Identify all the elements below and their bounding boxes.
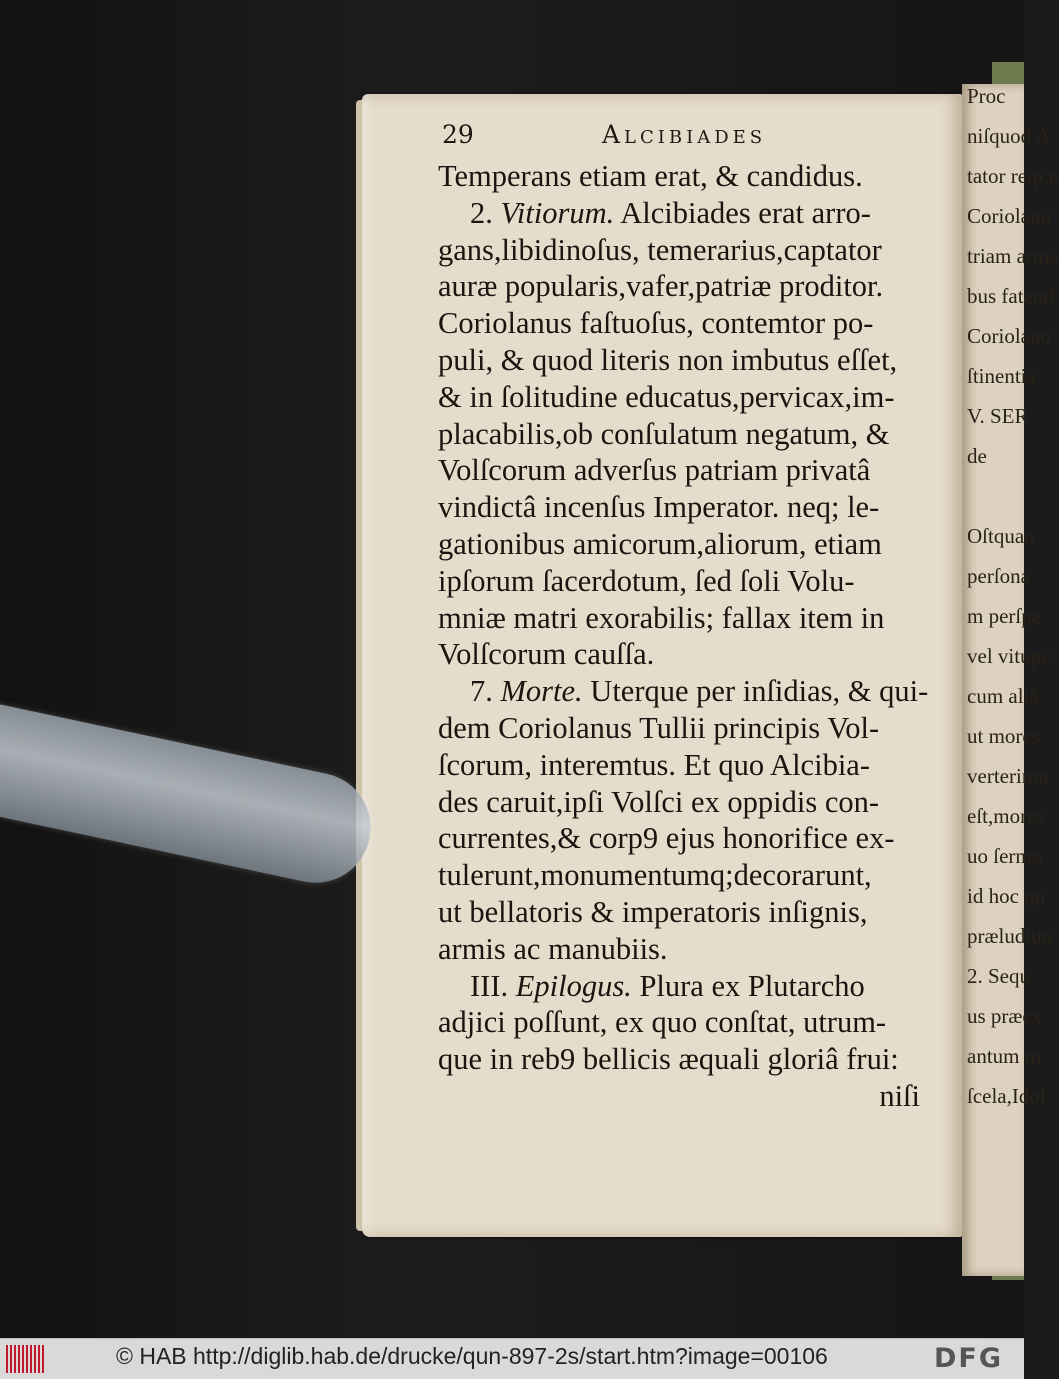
next-page-line: præludiun xyxy=(967,924,1053,948)
line-lead: 2. xyxy=(470,195,501,230)
line-text: Alcibiades erat arro- xyxy=(614,195,871,230)
page-number: 29 xyxy=(442,120,474,149)
copyright-link[interactable]: © HAB http://diglib.hab.de/drucke/qun-897-2s/start.htm?image=00106 xyxy=(116,1343,828,1369)
text-line xyxy=(438,784,948,821)
text-line xyxy=(438,1004,948,1041)
next-page-line: Oſtquan xyxy=(967,524,1035,548)
next-page-line: cum aliâ xyxy=(967,684,1039,708)
line-text: adjici poſſunt, ex quo conſtat, utrum- xyxy=(438,1005,887,1040)
line-text: que in reb9 bellicis æquali gloriâ frui: xyxy=(438,1042,899,1077)
text-line xyxy=(438,747,948,784)
line-text: auræ popularis,vafer,patriæ proditor. xyxy=(438,269,884,304)
next-page-fragment xyxy=(962,84,1059,1276)
next-page-line: us præex xyxy=(967,1004,1043,1028)
text-line xyxy=(438,636,948,673)
line-text: Coriolanus faſtuoſus, contemtor po- xyxy=(438,306,874,341)
next-page-line: ut mores xyxy=(967,724,1040,748)
line-text: mniæ matri exorabilis; fallax item in xyxy=(438,600,885,635)
next-page-line: bus fatend xyxy=(967,284,1054,308)
next-page-line: ſtinentia xyxy=(967,364,1036,388)
text-line xyxy=(438,894,948,931)
line-text: dem Coriolanus Tullii principis Vol- xyxy=(438,710,880,745)
dfg-logo: DFG xyxy=(934,1343,1004,1374)
next-page-line: m perſpe xyxy=(967,604,1042,628)
text-line xyxy=(438,268,948,305)
text-line xyxy=(438,820,948,857)
section-heading: Morte. xyxy=(500,674,583,709)
page-text xyxy=(438,158,948,1115)
text-line xyxy=(438,673,948,710)
line-text: armis ac manubiis. xyxy=(438,931,668,966)
text-line xyxy=(438,931,948,968)
next-page-line: Proc xyxy=(967,84,1006,108)
book-page xyxy=(362,94,962,1237)
line-text: & in ſolitudine educatus,pervicax,im- xyxy=(438,379,895,414)
text-line xyxy=(438,710,948,747)
line-text: currentes,& corp9 ejus honorifice ex- xyxy=(438,821,895,856)
line-text: ut bellatoris & imperatoris inſignis, xyxy=(438,894,868,929)
text-line xyxy=(438,489,948,526)
next-page-line: niſquod A xyxy=(967,124,1051,148)
text-line xyxy=(438,158,948,195)
next-page-line xyxy=(962,484,1024,524)
library-logo-icon xyxy=(6,1345,48,1373)
text-line xyxy=(438,968,948,1005)
running-head: Alcibiades xyxy=(602,120,767,149)
text-line xyxy=(438,526,948,563)
line-text: ſcorum, interemtus. Et quo Alcibia- xyxy=(438,747,870,782)
page-holder-ruler xyxy=(0,698,381,893)
next-page-line: antum m xyxy=(967,1044,1042,1068)
line-text: placabilis,ob conſulatum negatum, & xyxy=(438,416,890,451)
next-page-line: vel vitupe xyxy=(967,644,1051,668)
section-heading: Vitiorum. xyxy=(500,195,615,230)
text-line xyxy=(438,305,948,342)
page-header xyxy=(442,120,902,154)
next-page-line: Coriolanu xyxy=(967,204,1051,228)
next-page-line: de xyxy=(967,444,987,468)
text-line xyxy=(438,416,948,453)
line-text: Volſcorum cauſſa. xyxy=(438,637,655,672)
next-page-line: id hoc qu xyxy=(967,884,1046,908)
next-page-line: 2. Sequ xyxy=(967,964,1030,988)
line-lead: III. xyxy=(470,968,516,1003)
text-line xyxy=(438,857,948,894)
line-text: gans,libidinoſus, temerarius,captator xyxy=(438,232,882,267)
line-text: Volſcorum adverſus patriam privatâ xyxy=(438,453,871,488)
line-text: Plura ex Plutarcho xyxy=(631,968,865,1003)
next-page-line: Coriolano xyxy=(967,324,1051,348)
line-text: vindictâ incenſus Imperator. neq; le- xyxy=(438,490,880,525)
line-lead: 7. xyxy=(470,674,501,709)
text-line xyxy=(438,379,948,416)
line-text: des caruit,ipſi Volſci ex oppidis con- xyxy=(438,784,880,819)
line-text: puli, & quod literis non imbutus eſſet, xyxy=(438,342,898,377)
section-heading: Epilogus. xyxy=(515,968,632,1003)
next-page-line: eſt,mores xyxy=(967,804,1045,828)
next-page-line: triam arma xyxy=(967,244,1059,268)
next-page-line: perſona xyxy=(967,564,1030,588)
next-page-line: uo ſermo xyxy=(967,844,1043,868)
line-text: tulerunt,monumentumq;decorarunt, xyxy=(438,858,872,893)
next-page-line: ſcela,Idol xyxy=(967,1084,1046,1108)
line-text: ipſorum ſacerdotum, ſed ſoli Volu- xyxy=(438,563,855,598)
text-line xyxy=(438,600,948,637)
viewer-footer xyxy=(0,1338,1024,1379)
text-line xyxy=(438,563,948,600)
text-line xyxy=(438,342,948,379)
line-text: Temperans etiam erat, & candidus. xyxy=(438,159,863,193)
text-line xyxy=(438,195,948,232)
line-text: gationibus amicorum,aliorum, etiam xyxy=(438,526,882,561)
line-text: Uterque per inſidias, & qui- xyxy=(582,674,929,709)
next-page-line: tator reip.e xyxy=(967,164,1058,188)
text-line xyxy=(438,452,948,489)
text-line xyxy=(438,1041,948,1078)
catchword: niſi xyxy=(879,1078,920,1113)
next-page-line: V. SER xyxy=(967,404,1029,428)
text-line xyxy=(438,232,948,269)
next-page-line: verterimu xyxy=(967,764,1049,788)
